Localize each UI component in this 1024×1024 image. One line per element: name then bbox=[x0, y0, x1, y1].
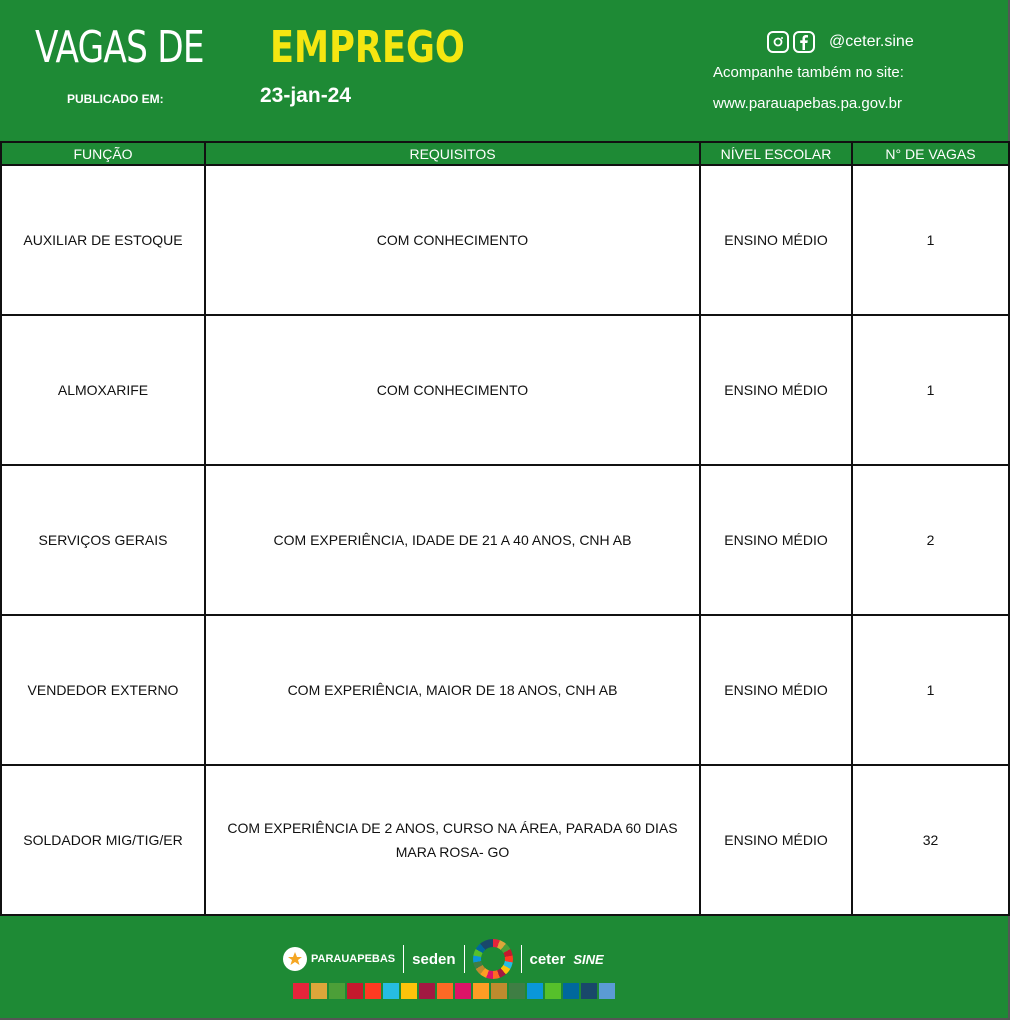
cell-requisitos: COM CONHECIMENTO bbox=[206, 166, 701, 316]
instagram-icon bbox=[767, 31, 789, 53]
social-block bbox=[767, 31, 914, 53]
cell-vagas: 32 bbox=[853, 766, 1010, 916]
cell-nivel: ENSINO MÉDIO bbox=[701, 766, 853, 916]
prefeitura-logo bbox=[283, 947, 395, 971]
logo-divider bbox=[521, 945, 522, 973]
cell-requisitos: COM EXPERIÊNCIA DE 2 ANOS, CURSO NA ÁREA, PARADA 60 DIAS MARA ROSA- GO bbox=[206, 766, 701, 916]
title-vagas-de: VAGAS DE bbox=[35, 22, 204, 73]
cell-requisitos: COM EXPERIÊNCIA, MAIOR DE 18 ANOS, CNH AB bbox=[206, 616, 701, 766]
cell-vagas: 1 bbox=[853, 316, 1010, 466]
cell-vagas: 1 bbox=[853, 166, 1010, 316]
sdg-icon bbox=[383, 983, 399, 999]
cell-nivel: ENSINO MÉDIO bbox=[701, 616, 853, 766]
table-header-row bbox=[0, 141, 1010, 166]
table-row bbox=[0, 316, 1010, 466]
logo-divider bbox=[464, 945, 465, 973]
published-label: PUBLICADO EM: bbox=[67, 92, 164, 106]
table-row bbox=[0, 166, 1010, 316]
sdg-icon bbox=[491, 983, 507, 999]
sdg-icon bbox=[581, 983, 597, 999]
site-caption: Acompanhe também no site: bbox=[713, 64, 904, 81]
cell-funcao: SOLDADOR MIG/TIG/ER bbox=[0, 766, 206, 916]
prefeitura-logo-text: PARAUAPEBAS bbox=[311, 953, 396, 965]
cell-funcao: AUXILIAR DE ESTOQUE bbox=[0, 166, 206, 316]
sdg-icon bbox=[401, 983, 417, 999]
sdg-icon bbox=[437, 983, 453, 999]
cell-vagas: 1 bbox=[853, 616, 1010, 766]
cell-funcao: ALMOXARIFE bbox=[0, 316, 206, 466]
table-row bbox=[0, 766, 1010, 916]
column-header-funcao: FUNÇÃO bbox=[0, 141, 206, 166]
table-row bbox=[0, 466, 1010, 616]
cell-nivel: ENSINO MÉDIO bbox=[701, 466, 853, 616]
sdg-icon bbox=[455, 983, 471, 999]
site-url[interactable]: www.parauapebas.pa.gov.br bbox=[713, 95, 903, 112]
logo-divider bbox=[403, 945, 404, 973]
sdg-icon bbox=[473, 983, 489, 999]
sdg-icon bbox=[599, 983, 615, 999]
cell-nivel: ENSINO MÉDIO bbox=[701, 316, 853, 466]
facebook-icon bbox=[793, 31, 815, 53]
column-header-nivel: NÍVEL ESCOLAR bbox=[701, 141, 853, 166]
sdg-icon bbox=[419, 983, 435, 999]
published-date: 23-jan-24 bbox=[260, 84, 352, 107]
column-header-vagas: N° DE VAGAS bbox=[853, 141, 1010, 166]
table-row bbox=[0, 616, 1010, 766]
social-handle: @ceter.sine bbox=[829, 33, 914, 50]
sdg-icon bbox=[347, 983, 363, 999]
cell-funcao: SERVIÇOS GERAIS bbox=[0, 466, 206, 616]
cell-requisitos: COM CONHECIMENTO bbox=[206, 316, 701, 466]
title-emprego: EMPREGO bbox=[270, 22, 465, 73]
cell-nivel: ENSINO MÉDIO bbox=[701, 166, 853, 316]
jobs-table bbox=[0, 141, 1010, 916]
sdg-icon bbox=[545, 983, 561, 999]
seden-logo: seden bbox=[412, 950, 456, 968]
sdg-icon bbox=[329, 983, 345, 999]
header bbox=[0, 0, 1010, 141]
sine-logo: SINE bbox=[573, 951, 604, 967]
sdg-icons-row bbox=[293, 983, 615, 999]
sdg-icon bbox=[563, 983, 579, 999]
prefeitura-star-icon bbox=[283, 947, 307, 971]
footer bbox=[0, 917, 1010, 1020]
cell-funcao: VENDEDOR EXTERNO bbox=[0, 616, 206, 766]
cell-vagas: 2 bbox=[853, 466, 1010, 616]
ods-wheel-icon bbox=[473, 939, 513, 979]
partner-logos bbox=[283, 939, 604, 979]
sdg-icon bbox=[527, 983, 543, 999]
sdg-icon bbox=[365, 983, 381, 999]
ceter-logo: ceter bbox=[529, 950, 566, 968]
sdg-icon bbox=[509, 983, 525, 999]
cell-requisitos: COM EXPERIÊNCIA, IDADE DE 21 A 40 ANOS, CNH AB bbox=[206, 466, 701, 616]
sdg-icon bbox=[293, 983, 309, 999]
sdg-icon bbox=[311, 983, 327, 999]
column-header-requisitos: REQUISITOS bbox=[206, 141, 701, 166]
